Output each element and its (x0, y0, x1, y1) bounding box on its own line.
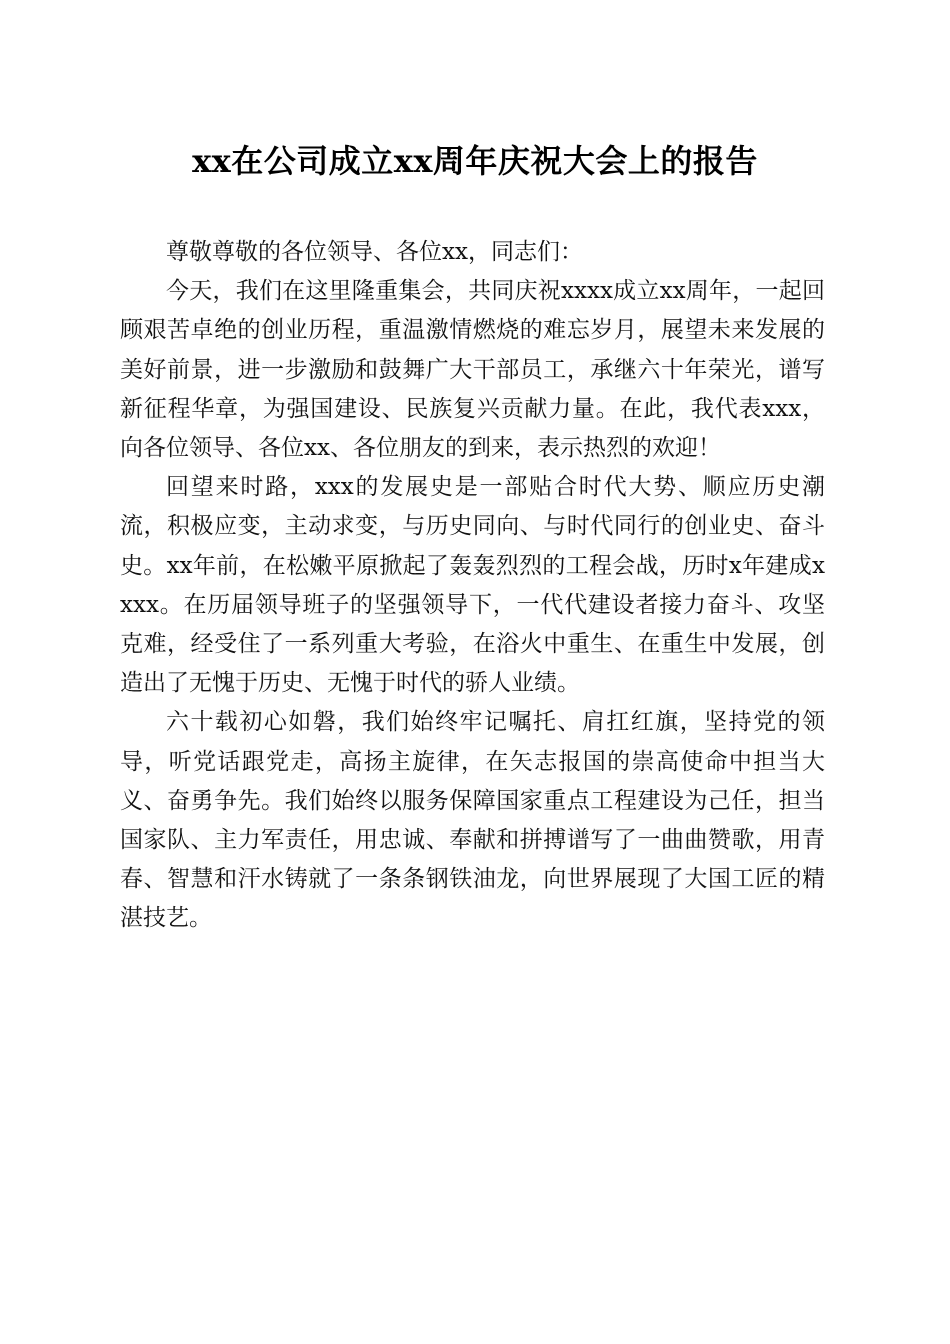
document-title: xx在公司成立xx周年庆祝大会上的报告 (192, 142, 758, 180)
salutation-paragraph: 尊敬尊敬的各位领导、各位xx，同志们： (166, 239, 583, 265)
body-paragraph: 今天，我们在这里隆重集会，共同庆祝xxxx成立xx周年，一起回顾艰苦卓绝的创业历程，重温激情燃烧的难忘岁月，展望未来发展的美好前景，进一步激励和鼓舞广大干部员工，承继六十年荣光，谱写新征程华章，为强国建设、民族复兴贡献力量。在此，我代表xxx，向各位领导、各位xx、各位朋友的到来，表示热烈的欢迎！ (120, 278, 825, 462)
document-body (120, 233, 825, 939)
body-paragraph: 六十载初心如磐，我们始终牢记嘱托、肩扛红旗，坚持党的领导，听党话跟党走，高扬主旋律，在矢志报国的崇高使命中担当大义、奋勇争先。我们始终以服务保障国家重点工程建设为己任，担当国家队、主力军责任，用忠诚、奉献和拼搏谱写了一曲曲赞歌，用青春、智慧和汗水铸就了一条条钢铁油龙，向世界展现了大国工匠的精湛技艺。 (120, 709, 825, 932)
body-paragraph: 回望来时路，xxx的发展史是一部贴合时代大势、顺应历史潮流，积极应变，主动求变，与历史同向、与时代同行的创业史、奋斗史。xx年前，在松嫩平原掀起了轰轰烈烈的工程会战，历时x年建成xxxx。在历届领导班子的坚强领导下，一代代建设者接力奋斗、攻坚克难，经受住了一系列重大考验，在浴火中重生、在重生中发展，创造出了无愧于历史、无愧于时代的骄人业绩。 (120, 474, 825, 697)
